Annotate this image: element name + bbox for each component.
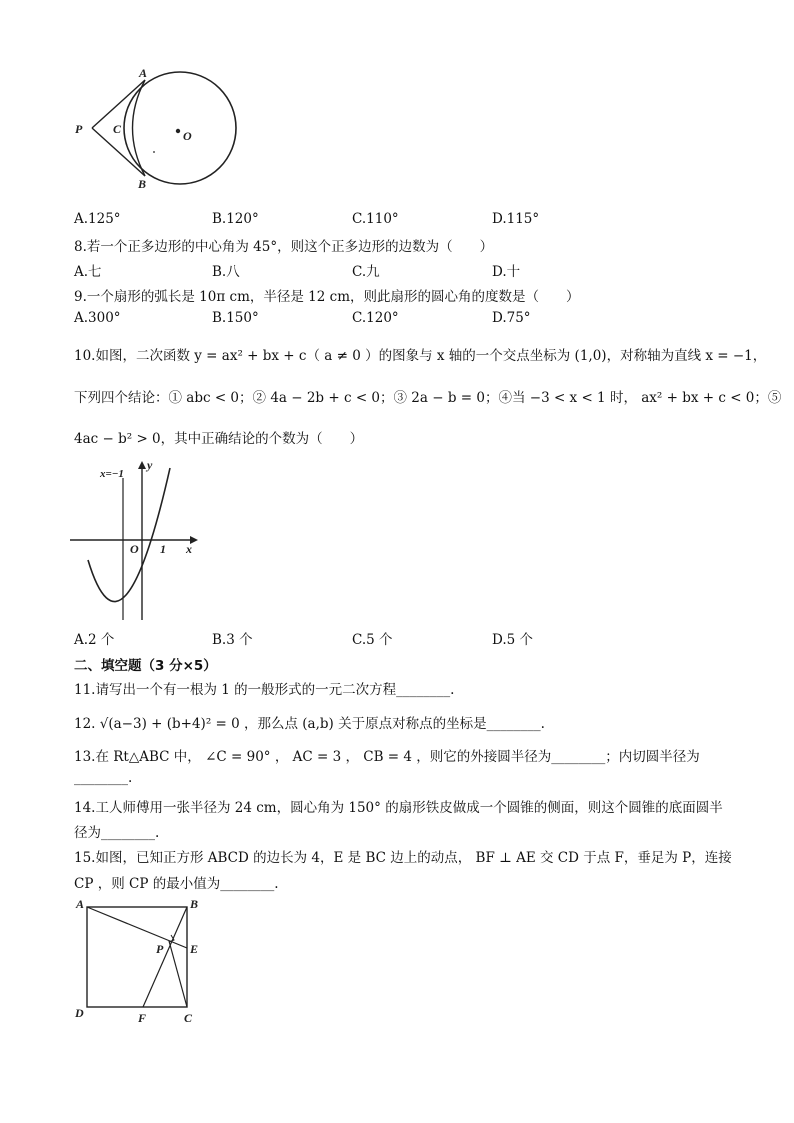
q15-line2: CP ，则 CP 的最小值为________. [74, 876, 279, 892]
q13-line1: 13.在 Rt△ABC 中， ∠C = 90° ， AC = 3 ， CB = 4 ，则它的外接圆半径为________；内切圆半径为 [74, 749, 700, 765]
label-P: P [75, 122, 83, 136]
q9-text: 9.一个扇形的弧长是 10π cm，半径是 12 cm，则此扇形的圆心角的度数是（ ） [74, 289, 580, 305]
label-F: F [138, 1011, 147, 1025]
square-abcd [87, 907, 187, 1007]
option-c: C.5 个 [352, 632, 393, 648]
q10-line2: 下列四个结论：① abc < 0；② 4a − 2b + c < 0；③ 2a − b = 0；④当 −3 < x < 1 时， ax² + bx + c < 0；⑤ [74, 390, 782, 406]
option-c: C.120° [352, 310, 399, 326]
option-a: A.七 [74, 264, 102, 280]
option-a: A.125° [74, 211, 121, 227]
label-x: x [186, 542, 192, 556]
q10-line3: 4ac − b² > 0，其中正确结论的个数为（ ） [74, 431, 364, 447]
label-C: C [113, 122, 122, 136]
option-b: B.八 [212, 264, 240, 280]
option-d: D.115° [492, 211, 540, 227]
q15-figure [70, 895, 210, 1025]
option-b: B.3 个 [212, 632, 253, 648]
label-P: P [156, 942, 164, 956]
q15-line1: 15.如图，已知正方形 ABCD 的边长为 4，E 是 BC 边上的动点， BF ⊥ AE 交 CD 于点 F，垂足为 P，连接 [74, 850, 732, 866]
segment-bf [143, 907, 187, 1007]
label-axis: x=−1 [100, 468, 124, 480]
label-A: A [139, 66, 148, 80]
label-B: B [190, 897, 199, 911]
label-E: E [190, 942, 199, 956]
option-a: A.300° [74, 310, 121, 326]
label-D: D [75, 1006, 84, 1020]
option-d: D.75° [492, 310, 531, 326]
q10-options [74, 628, 774, 648]
label-C: C [184, 1011, 193, 1025]
option-b: B.150° [212, 310, 259, 326]
q14-line2: 径为________. [74, 825, 160, 841]
tangent-pa [92, 80, 145, 128]
label-y: y [147, 458, 153, 472]
q10-line1: 10.如图，二次函数 y = ax² + bx + c（ a ≠ 0 ）的图象与 x 轴的一个交点坐标为 (1,0)，对称轴为直线 x = −1， [74, 348, 767, 364]
option-b: B.120° [212, 211, 259, 227]
y-arrow [138, 461, 146, 469]
option-c: C.110° [352, 211, 399, 227]
q7-figure [70, 62, 250, 192]
label-O: O [130, 542, 139, 556]
label-A: A [76, 897, 85, 911]
q11-text: 11.请写出一个有一根为 1 的一般形式的一元二次方程________. [74, 682, 455, 698]
parabola [88, 468, 170, 602]
center-dot [176, 129, 180, 133]
label-B: B [138, 177, 147, 191]
label-O: O [183, 129, 192, 143]
label-1: 1 [160, 542, 166, 556]
q12-text: 12. √(a−3) + (b+4)² = 0 ，那么点 (a,b) 关于原点对称点的坐标是________. [74, 716, 545, 732]
q8-options [74, 260, 774, 280]
option-c: C.九 [352, 264, 380, 280]
option-a: A.2 个 [74, 632, 115, 648]
q9-options [74, 310, 774, 330]
segment-cp [169, 941, 187, 1007]
option-d: D.5 个 [492, 632, 534, 648]
q13-line2: ________. [74, 770, 133, 786]
section-heading: 二、填空题（3 分×5） [74, 658, 217, 674]
point-dot [153, 151, 155, 153]
q14-line1: 14.工人师傅用一张半径为 24 cm，圆心角为 150° 的扇形铁皮做成一个圆锥的侧面，则这个圆锥的底面圆半 [74, 800, 723, 816]
option-d: D.十 [492, 264, 521, 280]
q8-text: 8.若一个正多边形的中心角为 45°，则这个正多边形的边数为（ ） [74, 239, 494, 255]
q7-options [74, 211, 774, 231]
q10-figure [70, 456, 210, 624]
